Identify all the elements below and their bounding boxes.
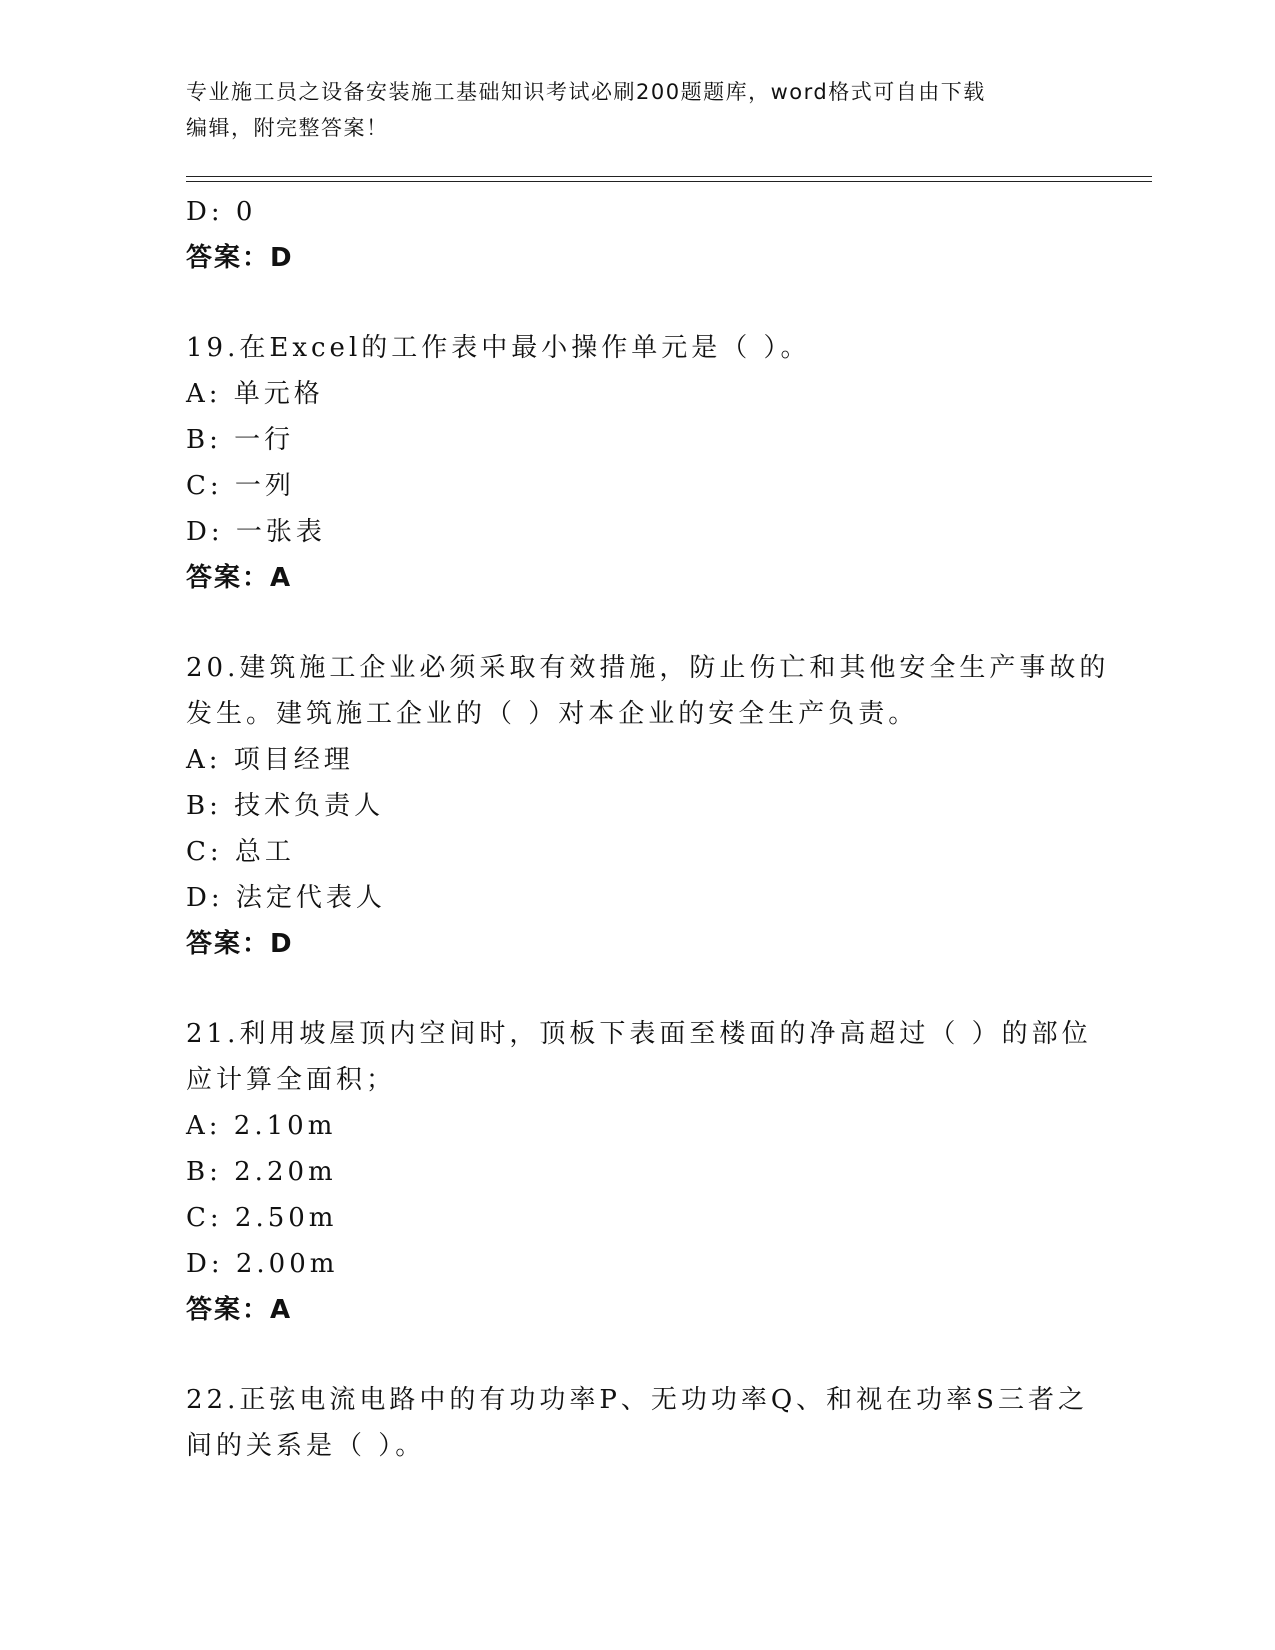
spacer: [186, 1333, 1086, 1377]
question-20: [186, 645, 1110, 967]
header-divider-bottom: [186, 181, 1152, 182]
answer-line: 答案：D: [186, 929, 294, 959]
question-stem-line-1: 21.利用坡屋顶内空间时，顶板下表面至楼面的净高超过（ ）的部位: [186, 1019, 1092, 1049]
option-c: C: 2.50m: [186, 1203, 338, 1233]
option-c: C: 总工: [186, 837, 295, 867]
answer-line: 答案：A: [186, 1295, 293, 1325]
option-b: B: 一行: [186, 425, 295, 455]
question-18-tail: [186, 189, 1086, 281]
document-header: [186, 74, 1066, 146]
question-22: [186, 1377, 1086, 1469]
option-d: D: 一张表: [186, 517, 326, 547]
header-title-line-2: 编辑，附完整答案！: [186, 116, 389, 140]
spacer: [186, 601, 1086, 645]
option-d: D: 2.00m: [186, 1249, 339, 1279]
option-c: C: 一列: [186, 471, 295, 501]
question-stem-line-2: 发生。建筑施工企业的（ ）对本企业的安全生产负责。: [186, 699, 919, 729]
option-b: B: 技术负责人: [186, 791, 385, 821]
question-stem-line-2: 应计算全面积；: [186, 1065, 397, 1095]
option-d: D: 0: [186, 197, 257, 227]
answer-line: 答案：D: [186, 243, 294, 273]
header-divider-top: [186, 176, 1152, 177]
question-stem-line-2: 间的关系是（ ）。: [186, 1431, 426, 1461]
header-title-line-1: 专业施工员之设备安装施工基础知识考试必刷200题题库，word格式可自由下载: [186, 80, 986, 104]
option-b: B: 2.20m: [186, 1157, 337, 1187]
option-a: A: 2.10m: [186, 1111, 337, 1141]
question-stem: 19.在Excel的工作表中最小操作单元是（ ）。: [186, 333, 811, 363]
option-a: A: 项目经理: [186, 745, 354, 775]
answer-line: 答案：A: [186, 563, 293, 593]
option-d: D: 法定代表人: [186, 883, 386, 913]
option-a: A: 单元格: [186, 379, 324, 409]
spacer: [186, 967, 1086, 1011]
question-stem-line-1: 20.建筑施工企业必须采取有效措施，防止伤亡和其他安全生产事故的: [186, 653, 1110, 683]
question-stem-line-1: 22.正弦电流电路中的有功功率P、无功功率Q、和视在功率S三者之: [186, 1385, 1088, 1415]
question-list: [186, 189, 1110, 1469]
question-19: [186, 325, 1086, 601]
question-21: [186, 1011, 1092, 1333]
spacer: [186, 281, 1086, 325]
